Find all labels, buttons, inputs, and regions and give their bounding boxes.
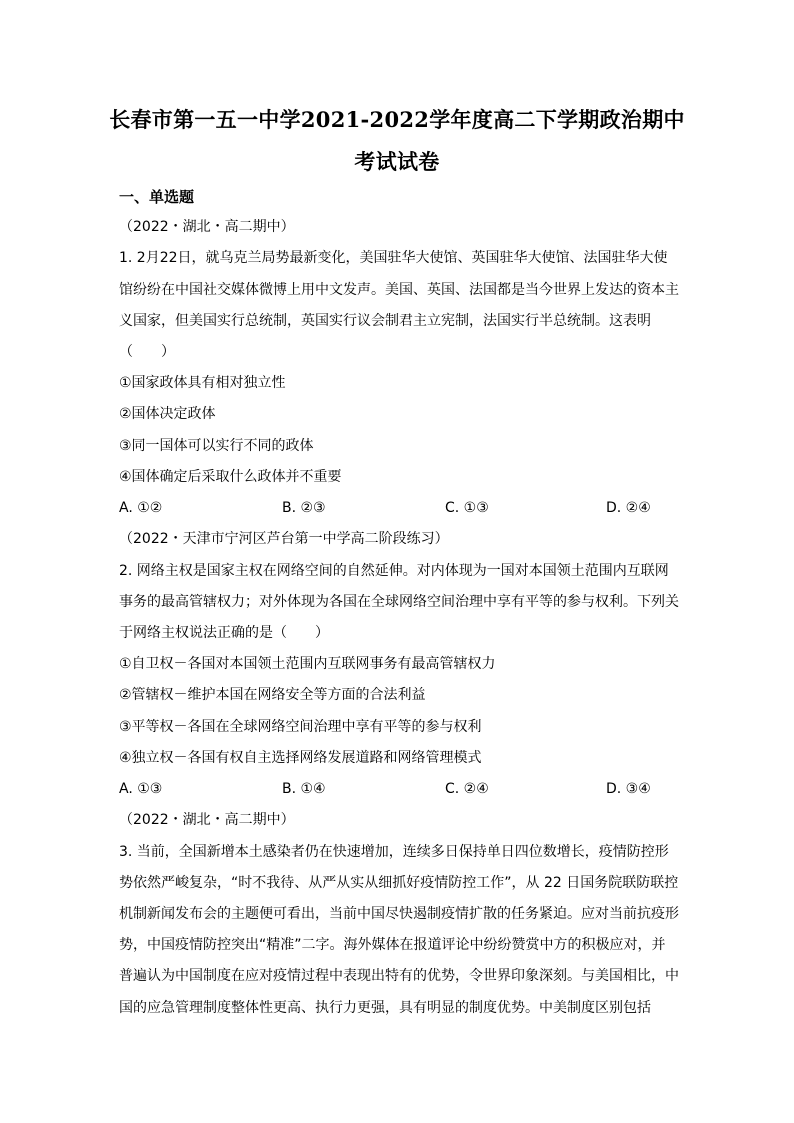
q1-stem-line: （ ） — [119, 344, 175, 360]
q3-stem-line: 势，中国疫情防控突出“精准”二字。海外媒体在报道评论中纷纷赞赏中方的积极应对，并 — [119, 937, 666, 953]
q2-item: ②管辖权－维护本国在网络安全等方面的合法利益 — [119, 687, 426, 703]
q2-option-b: B. ①④ — [282, 781, 326, 797]
q1-item: ①国家政体具有相对独立性 — [119, 375, 286, 391]
q1-stem-line: 义国家，但美国实行总统制，英国实行议会制君主立宪制，法国实行半总统制。这表明 — [119, 313, 651, 329]
q2-item: ①自卫权－各国对本国领土范围内互联网事务有最高管辖权力 — [119, 656, 496, 672]
q1-stem-line: 馆纷纷在中国社交媒体微博上用中文发声。美国、英国、法国都是当今世界上发达的资本主 — [119, 282, 679, 298]
q3-stem-line: 国的应急管理制度整体性更高、执行力更强，具有明显的制度优势。中美制度区别包括 — [119, 1000, 651, 1016]
q1-option-a: A. ①② — [119, 500, 163, 516]
q1-source: （2022・湖北・高二期中） — [119, 219, 295, 235]
q3-stem-line: 势依然严峻复杂，“时不我待、从严从实从细抓好疫情防控工作”，从 22 日国务院联防联控 — [119, 875, 679, 891]
q3-stem-line: 3. 当前，全国新增本土感染者仍在快速增加，连续多日保持单日四位数增长，疫情防控形 — [119, 844, 669, 860]
q2-stem-line: 于网络主权说法正确的是（ ） — [119, 625, 329, 641]
q3-source: （2022・湖北・高二期中） — [119, 812, 295, 828]
q2-option-a: A. ①③ — [119, 781, 163, 797]
q1-item: ③同一国体可以实行不同的政体 — [119, 438, 314, 454]
q2-stem-line: 2. 网络主权是国家主权在网络空间的自然延伸。对内体现为一国对本国领土范围内互联网 — [119, 563, 669, 579]
section-heading: 一、单选题 — [119, 188, 195, 206]
q3-stem-line: 机制新闻发布会的主题便可看出，当前中国尽快遏制疫情扩散的任务紧迫。应对当前抗疫形 — [119, 906, 679, 922]
q1-option-b: B. ②③ — [282, 500, 326, 516]
q2-source: （2022・天津市宁河区芦台第一中学高二阶段练习） — [119, 531, 449, 547]
q2-stem-line: 事务的最高管辖权力；对外体现为各国在全球网络空间治理中享有平等的参与权利。下列关 — [119, 594, 679, 610]
q2-option-d: D. ③④ — [606, 781, 651, 797]
q2-item: ③平等权－各国在全球网络空间治理中享有平等的参与权利 — [119, 719, 482, 735]
exam-title-line1: 长春市第一五一中学2021-2022学年度高二下学期政治期中 — [109, 107, 685, 132]
q1-stem-line: 1. 2月22日，就乌克兰局势最新变化，美国驻华大使馆、英国驻华大使馆、法国驻华大使 — [119, 250, 668, 266]
q1-item: ④国体确定后采取什么政体并不重要 — [119, 469, 342, 485]
q1-option-c: C. ①③ — [445, 500, 489, 516]
q2-item: ④独立权－各国有权自主选择网络发展道路和网络管理模式 — [119, 750, 482, 766]
q3-stem-line: 普遍认为中国制度在应对疫情过程中表现出特有的优势，令世界印象深刻。与美国相比，中 — [119, 968, 679, 984]
q1-option-d: D. ②④ — [606, 500, 651, 516]
q2-option-c: C. ②④ — [445, 781, 489, 797]
exam-title-line2: 考试试卷 — [354, 149, 440, 174]
q1-item: ②国体决定政体 — [119, 406, 216, 422]
